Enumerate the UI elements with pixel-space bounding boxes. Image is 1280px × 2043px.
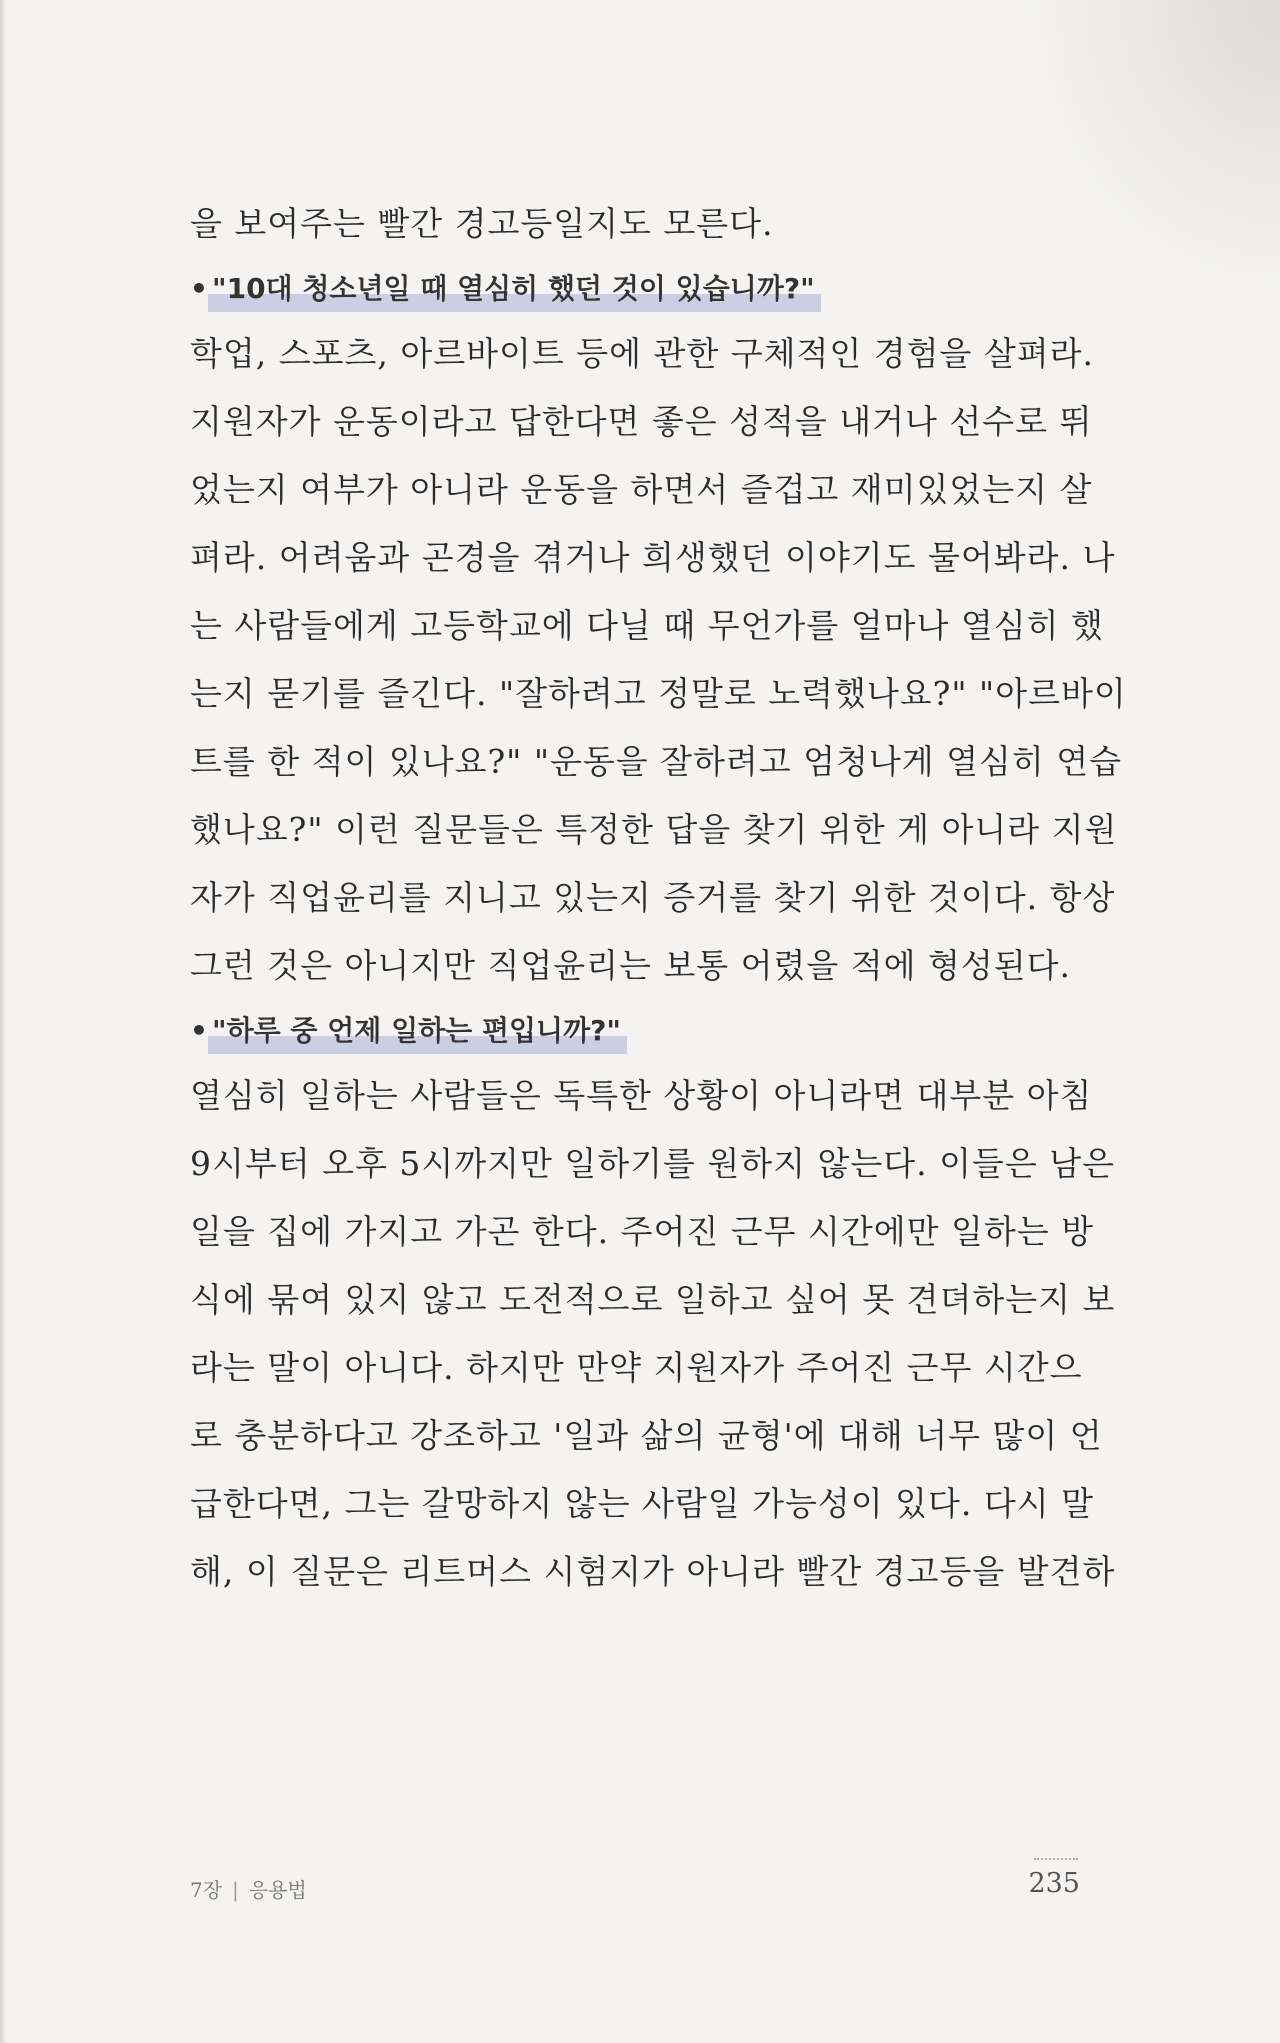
section-label: 응용법 [248, 1878, 307, 1902]
body-text-line: 지원자가 운동이라고 답한다면 좋은 성적을 내거나 선수로 뛰 [190, 402, 1093, 441]
chapter-label: 7장 [190, 1878, 223, 1902]
bullet-icon: • [190, 1014, 208, 1047]
question-heading-text: "10대 청소년일 때 열심히 했던 것이 있습니까?" [212, 258, 815, 320]
footer-separator: | [232, 1878, 239, 1902]
body-text-line: 9시부터 오후 5시까지만 일하기를 원하지 않는다. 이들은 남은 [190, 1144, 1115, 1183]
page-edge-shadow [0, 0, 6, 2043]
body-text-line: 급한다면, 그는 갈망하지 않는 사람일 가능성이 있다. 다시 말 [190, 1484, 1094, 1523]
page-body [190, 190, 1127, 1606]
body-text-line: 자가 직업윤리를 지니고 있는지 증거를 찾기 위한 것이다. 항상 [190, 878, 1116, 917]
bullet-icon: • [190, 272, 208, 305]
body-text-line: 일을 집에 가지고 가곤 한다. 주어진 근무 시간에만 일하는 방 [190, 1212, 1094, 1251]
body-text-line: 을 보여주는 빨간 경고등일지도 모른다. [190, 204, 774, 243]
body-text-line: 는 사람들에게 고등학교에 다닐 때 무언가를 얼마나 열심히 했 [190, 606, 1104, 645]
question-heading [190, 258, 1090, 320]
question-heading-text: "하루 중 언제 일하는 편입니까?" [212, 1000, 621, 1062]
question-heading [190, 1000, 1090, 1062]
body-text-line: 식에 묶여 있지 않고 도전적으로 일하고 싶어 못 견뎌하는지 보 [190, 1280, 1116, 1319]
body-text-line: 는지 묻기를 즐긴다. "잘하려고 정말로 노력했나요?" "아르바이 [190, 674, 1127, 713]
page-number-dots [1034, 1858, 1078, 1860]
body-text-line: 라는 말이 아니다. 하지만 만약 지원자가 주어진 근무 시간으 [190, 1348, 1083, 1387]
page-number: 235 [1028, 1868, 1080, 1899]
body-text-line: 학업, 스포츠, 아르바이트 등에 관한 구체적인 경험을 살펴라. [190, 334, 1094, 373]
body-text-line: 로 충분하다고 강조하고 '일과 삶의 균형'에 대해 너무 많이 언 [190, 1416, 1103, 1455]
body-text-line: 트를 한 적이 있나요?" "운동을 잘하려고 엄청나게 열심히 연습 [190, 742, 1123, 781]
body-text-line: 해, 이 질문은 리트머스 시험지가 아니라 빨간 경고등을 발견하 [190, 1552, 1116, 1591]
page-footer [190, 1868, 1080, 1908]
running-footer [190, 1874, 307, 1903]
body-text-line: 펴라. 어려움과 곤경을 겪거나 희생했던 이야기도 물어봐라. 나 [190, 538, 1116, 577]
body-text-line: 했나요?" 이런 질문들은 특정한 답을 찾기 위한 게 아니라 지원 [190, 810, 1118, 849]
body-text-line: 열심히 일하는 사람들은 독특한 상황이 아니라면 대부분 아침 [190, 1076, 1093, 1115]
body-text-line: 었는지 여부가 아니라 운동을 하면서 즐겁고 재미있었는지 살 [190, 470, 1093, 509]
body-text-line: 그런 것은 아니지만 직업윤리는 보통 어렸을 적에 형성된다. [190, 946, 1071, 985]
